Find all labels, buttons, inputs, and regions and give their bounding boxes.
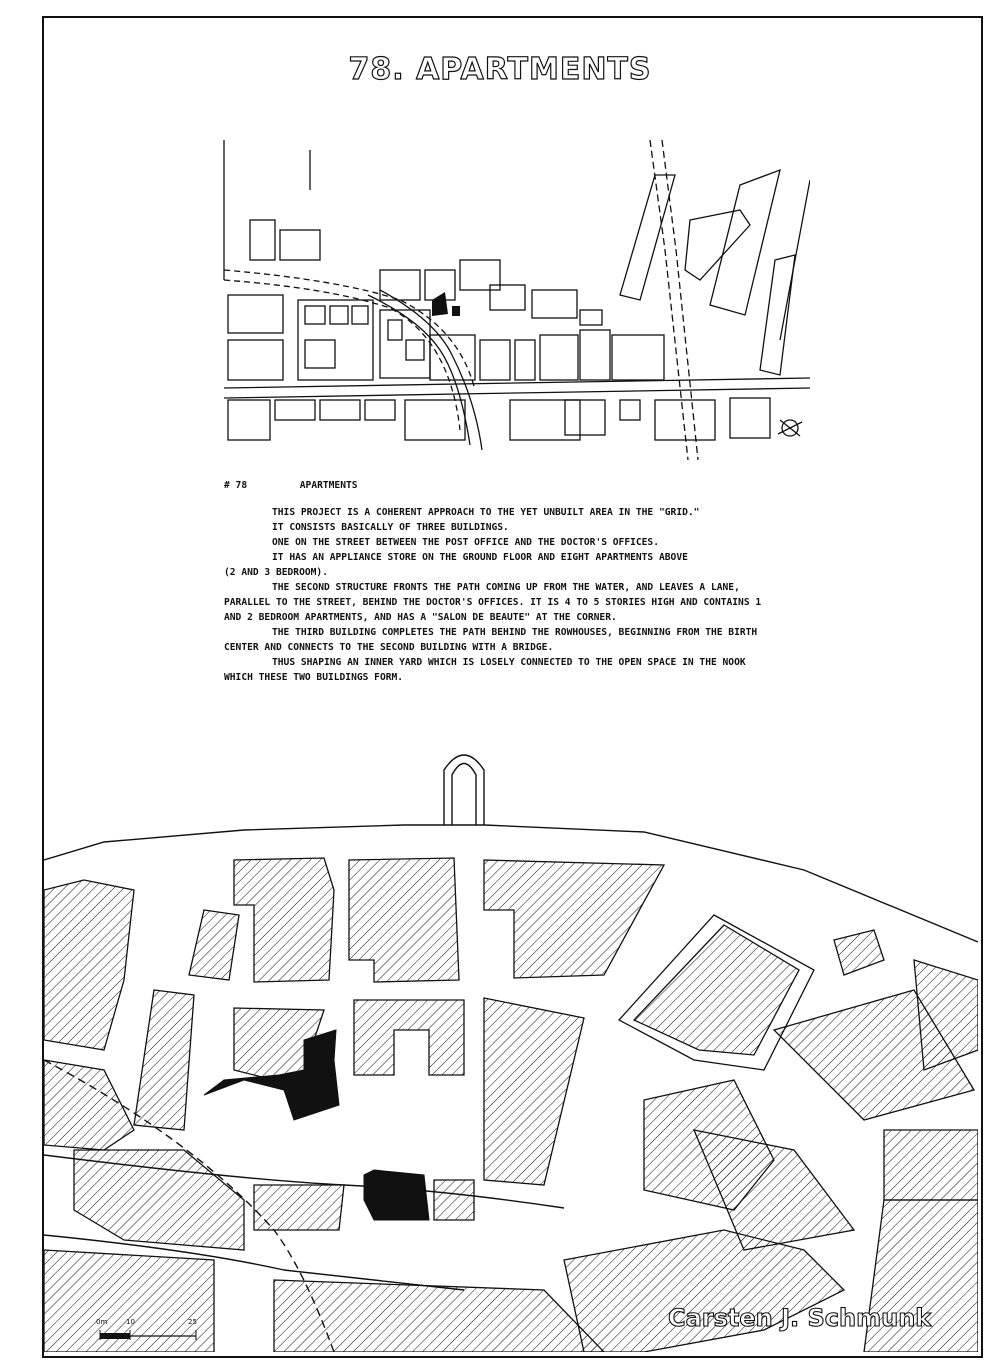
description-paragraph: IT CONSISTS BASICALLY OF THREE BUILDINGS. — [272, 522, 509, 533]
north-arrow-icon — [778, 420, 802, 436]
description-paragraph: (2 AND 3 BEDROOM). — [224, 567, 328, 578]
project-number: # 78 — [224, 480, 248, 491]
scale-label-zero: 0m — [96, 1318, 108, 1326]
description-paragraph: ONE ON THE STREET BETWEEN THE POST OFFICE AND THE DOCTOR'S OFFICES. — [272, 537, 659, 548]
site-plan-pier-buildings — [620, 170, 810, 375]
scale-bar — [96, 1318, 206, 1346]
site-plan-new-buildings — [432, 292, 460, 316]
description-paragraph: THUS SHAPING AN INNER YARD WHICH IS LOSELY CONNECTED TO THE OPEN SPACE IN THE NOOK WHICH THESE TWO BUILDINGS FORM. — [224, 657, 746, 683]
detail-plan-drawing — [44, 730, 978, 1352]
author-signature: Carsten J. Schmunk — [668, 1304, 932, 1332]
detail-plan-existing-buildings — [44, 858, 978, 1352]
scale-label-ten: 10 — [126, 1318, 135, 1326]
project-heading: APARTMENTS — [299, 480, 358, 491]
site-plan-lower-blocks — [228, 398, 770, 440]
description-paragraph: IT HAS AN APPLIANCE STORE ON THE GROUND FLOOR AND EIGHT APARTMENTS ABOVE — [272, 552, 688, 563]
scale-label-twentyfive: 25 — [188, 1318, 197, 1326]
description-paragraph: THE THIRD BUILDING COMPLETES THE PATH BEHIND THE ROWHOUSES, BEGINNING FROM THE BIRTH CENTER AND CONNECTS TO THE SECOND BUILDING WITH A BRIDGE. — [224, 627, 758, 653]
description-paragraph: THE SECOND STRUCTURE FRONTS THE PATH COMING UP FROM THE WATER, AND LEAVES A LANE, PARALLEL TO THE STREET, BEHIND THE DOCTOR'S OFFICES. IT IS 4 TO 5 STORIES HIGH AND CONTAINS 1 AND 2 BEDROOM APARTMENTS, AND HAS A "SALON DE BEAUTE" AT THE CORNER. — [224, 582, 762, 623]
description-header — [224, 478, 764, 493]
site-plan-drawing — [220, 130, 810, 460]
page-title: 78. APARTMENTS — [348, 52, 652, 87]
description-paragraph: THIS PROJECT IS A COHERENT APPROACH TO THE YET UNBUILT AREA IN THE "GRID." — [272, 507, 700, 518]
project-description — [224, 478, 764, 685]
